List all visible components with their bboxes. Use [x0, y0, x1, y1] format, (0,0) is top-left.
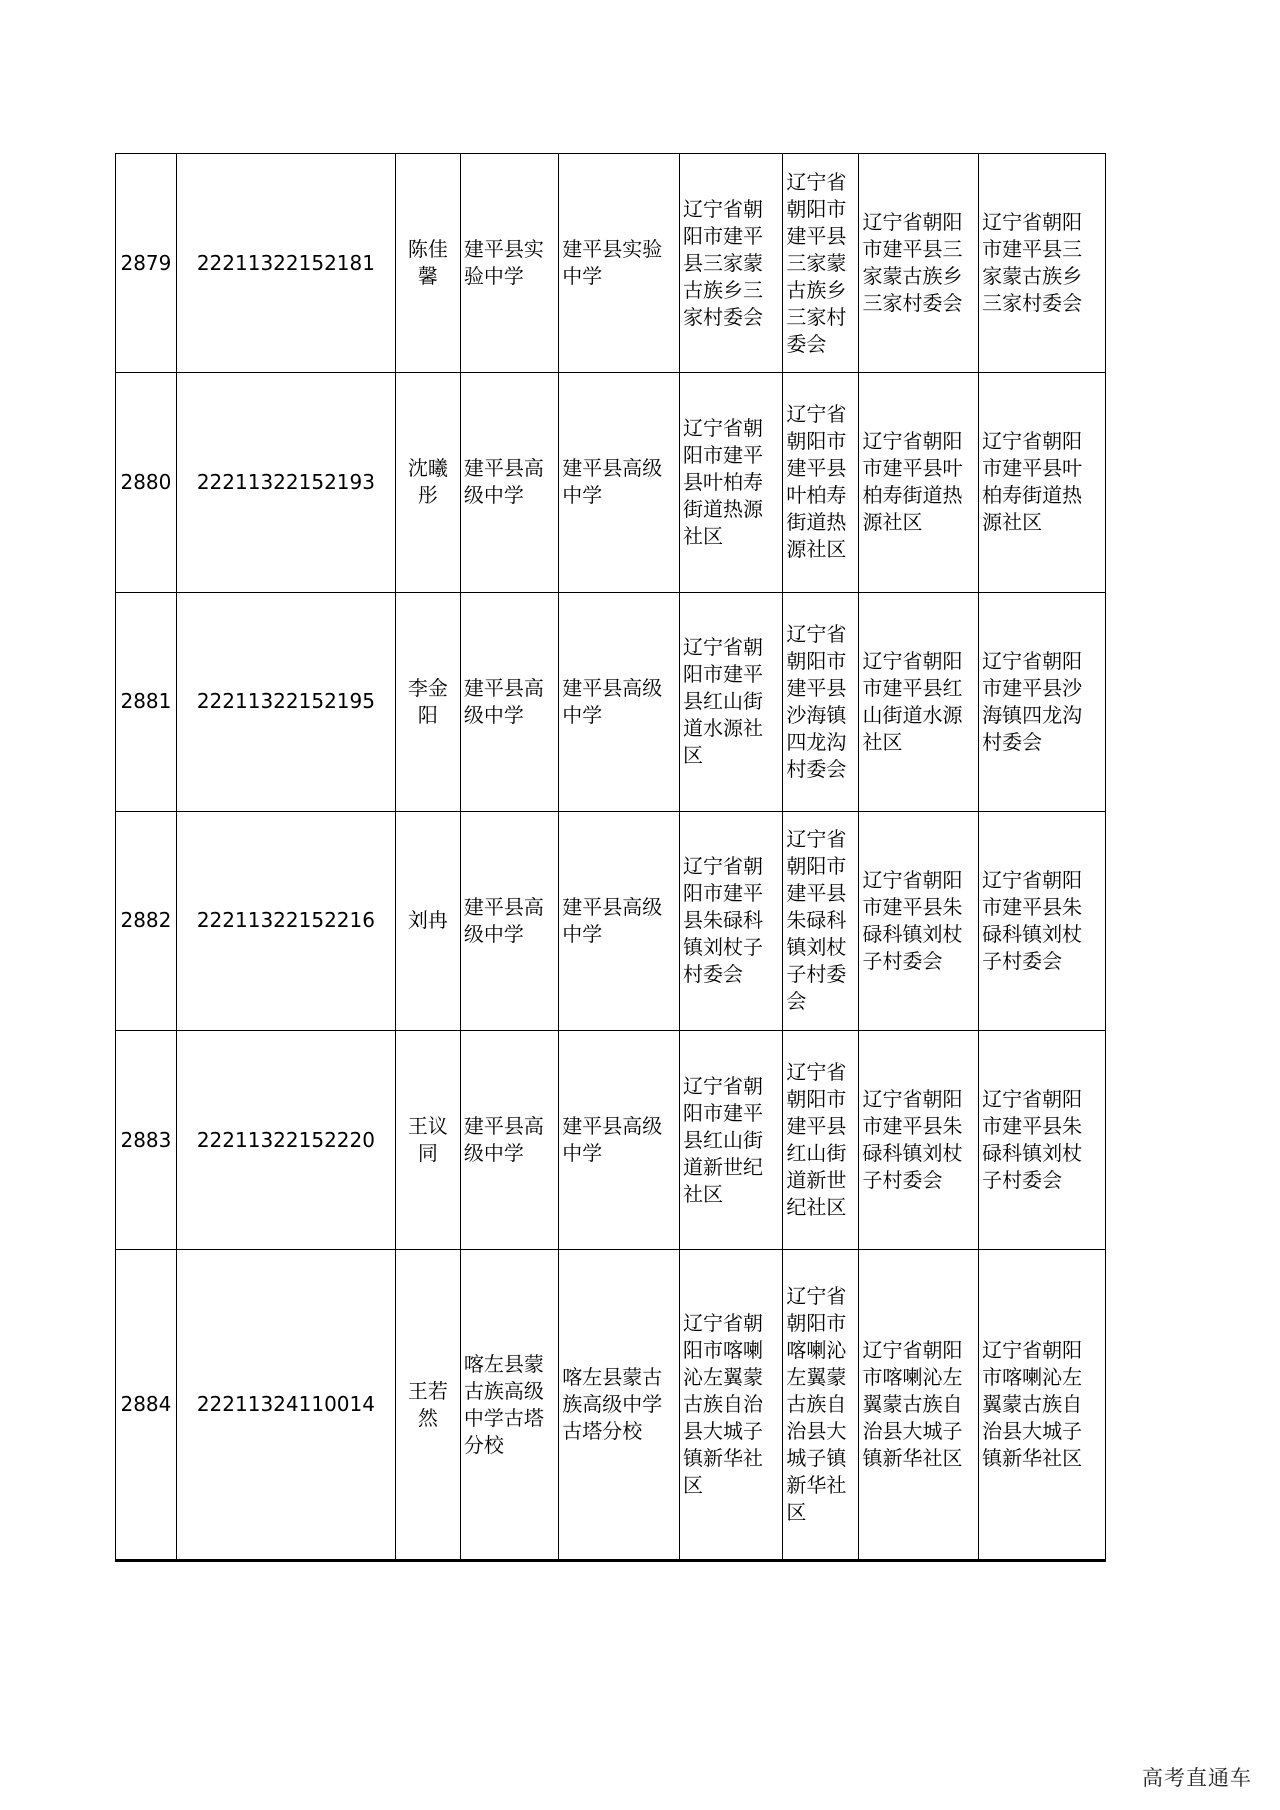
- school-cell: 建平县高级中学: [460, 811, 558, 1030]
- address-cell-4: 辽宁省朝阳市建平县朱碌科镇刘杖子村委会: [979, 811, 1106, 1030]
- address-cell-2: 辽宁省朝阳市建平县沙海镇四龙沟村委会: [783, 592, 859, 811]
- exam-id-cell: 22211322152220: [176, 1031, 395, 1250]
- address-cell-2: 辽宁省朝阳市建平县三家蒙古族乡三家村委会: [783, 154, 859, 373]
- school-cell: 喀左县蒙古族高级中学古塔分校: [460, 1250, 558, 1561]
- table-body: [116, 154, 1106, 1561]
- table-row: [116, 592, 1106, 811]
- table-row: [116, 1031, 1106, 1250]
- exam-id-cell: 22211322152195: [176, 592, 395, 811]
- address-cell-1: 辽宁省朝阳市建平县三家蒙古族乡三家村委会: [679, 154, 782, 373]
- exam-id-cell: 22211322152193: [176, 373, 395, 592]
- address-cell-4: 辽宁省朝阳市建平县叶柏寿街道热源社区: [979, 373, 1106, 592]
- student-table: [115, 153, 1106, 1562]
- address-cell-3: 辽宁省朝阳市喀喇沁左翼蒙古族自治县大城子镇新华社区: [859, 1250, 979, 1561]
- school-cell: 建平县高级中学: [460, 592, 558, 811]
- watermark-text: 高考直通车: [1142, 1766, 1252, 1790]
- school-cell-2: 建平县高级中学: [559, 1031, 680, 1250]
- table-row: [116, 811, 1106, 1030]
- address-cell-2: 辽宁省朝阳市建平县朱碌科镇刘杖子村委会: [783, 811, 859, 1030]
- student-name-cell: 王议同: [395, 1031, 460, 1250]
- school-cell-2: 建平县高级中学: [559, 592, 680, 811]
- address-cell-4: 辽宁省朝阳市建平县朱碌科镇刘杖子村委会: [979, 1031, 1106, 1250]
- student-name-cell: 沈曦彤: [395, 373, 460, 592]
- address-cell-3: 辽宁省朝阳市建平县朱碌科镇刘杖子村委会: [859, 1031, 979, 1250]
- exam-id-cell: 22211324110014: [176, 1250, 395, 1561]
- address-cell-1: 辽宁省朝阳市喀喇沁左翼蒙古族自治县大城子镇新华社区: [679, 1250, 782, 1561]
- row-number-cell: 2879: [116, 154, 177, 373]
- address-cell-3: 辽宁省朝阳市建平县叶柏寿街道热源社区: [859, 373, 979, 592]
- school-cell-2: 建平县实验中学: [559, 154, 680, 373]
- student-name-cell: 刘冉: [395, 811, 460, 1030]
- school-cell: 建平县高级中学: [460, 1031, 558, 1250]
- address-cell-4: 辽宁省朝阳市建平县沙海镇四龙沟村委会: [979, 592, 1106, 811]
- address-cell-4: 辽宁省朝阳市喀喇沁左翼蒙古族自治县大城子镇新华社区: [979, 1250, 1106, 1561]
- address-cell-3: 辽宁省朝阳市建平县朱碌科镇刘杖子村委会: [859, 811, 979, 1030]
- table-row: [116, 1250, 1106, 1561]
- school-cell-2: 喀左县蒙古族高级中学古塔分校: [559, 1250, 680, 1561]
- address-cell-2: 辽宁省朝阳市建平县红山街道新世纪社区: [783, 1031, 859, 1250]
- address-cell-3: 辽宁省朝阳市建平县红山街道水源社区: [859, 592, 979, 811]
- table-row: [116, 373, 1106, 592]
- address-cell-1: 辽宁省朝阳市建平县红山街道水源社区: [679, 592, 782, 811]
- address-cell-1: 辽宁省朝阳市建平县朱碌科镇刘杖子村委会: [679, 811, 782, 1030]
- table-row: [116, 154, 1106, 373]
- exam-id-cell: 22211322152216: [176, 811, 395, 1030]
- address-cell-1: 辽宁省朝阳市建平县红山街道新世纪社区: [679, 1031, 782, 1250]
- row-number-cell: 2882: [116, 811, 177, 1030]
- address-cell-2: 辽宁省朝阳市喀喇沁左翼蒙古族自治县大城子镇新华社区: [783, 1250, 859, 1561]
- student-name-cell: 李金阳: [395, 592, 460, 811]
- row-number-cell: 2881: [116, 592, 177, 811]
- row-number-cell: 2880: [116, 373, 177, 592]
- exam-id-cell: 22211322152181: [176, 154, 395, 373]
- address-cell-3: 辽宁省朝阳市建平县三家蒙古族乡三家村委会: [859, 154, 979, 373]
- school-cell: 建平县实验中学: [460, 154, 558, 373]
- record-table: [115, 153, 1106, 1562]
- school-cell: 建平县高级中学: [460, 373, 558, 592]
- address-cell-1: 辽宁省朝阳市建平县叶柏寿街道热源社区: [679, 373, 782, 592]
- address-cell-4: 辽宁省朝阳市建平县三家蒙古族乡三家村委会: [979, 154, 1106, 373]
- school-cell-2: 建平县高级中学: [559, 811, 680, 1030]
- row-number-cell: 2883: [116, 1031, 177, 1250]
- student-name-cell: 陈佳馨: [395, 154, 460, 373]
- address-cell-2: 辽宁省朝阳市建平县叶柏寿街道热源社区: [783, 373, 859, 592]
- student-name-cell: 王若然: [395, 1250, 460, 1561]
- row-number-cell: 2884: [116, 1250, 177, 1561]
- school-cell-2: 建平县高级中学: [559, 373, 680, 592]
